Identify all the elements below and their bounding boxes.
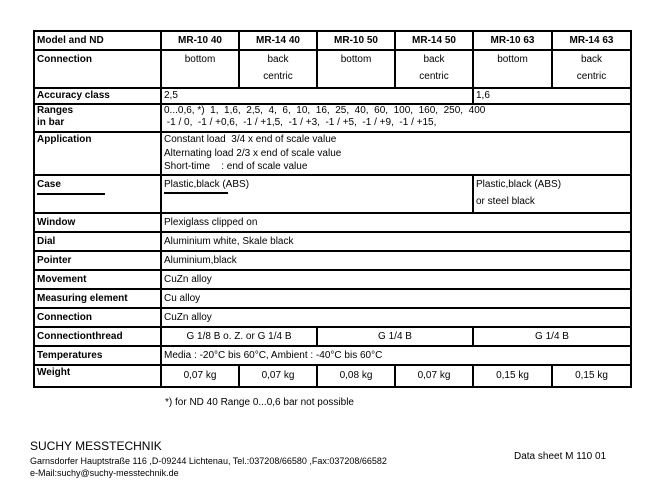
datasheet-number: Data sheet M 110 01 [514,451,607,462]
footnote: *) for ND 40 Range 0...0,6 bar not possible [165,397,354,408]
row-label: Case [34,175,161,213]
connection-row [34,50,631,88]
row-value: Cu alloy [161,289,631,308]
row-label: Dial [34,232,161,251]
model-header: MR-10 40 [161,31,239,50]
company-name: SUCHY MESSTECHNIK [30,439,162,453]
spec-row [34,251,631,270]
spec-table [33,30,632,388]
model-header: MR-10 63 [473,31,552,50]
connection-cell: bottom [473,50,552,88]
case-row [34,175,631,213]
header-label: Model and ND [34,31,161,50]
thread-value: G 1/4 B [317,327,473,346]
row-label: Accuracy class [34,88,161,104]
row-label: Movement [34,270,161,289]
spec-row [34,270,631,289]
weight-row [34,365,631,387]
company-address: Garnsdorfer Hauptstraße 116 ,D-09244 Lichtenau, Tel.:037208/66580 ,Fax:037208/66582 [30,456,387,466]
connection-cell: back centric [552,50,631,88]
temperatures-row [34,346,631,365]
connection-cell: back centric [239,50,317,88]
thread-row [34,327,631,346]
weight-value: 0,08 kg [317,365,395,387]
row-label: Connection [34,308,161,327]
row-label: Connectionthread [34,327,161,346]
weight-value: 0,15 kg [552,365,631,387]
connection-cell: back centric [395,50,473,88]
row-label: Measuring element [34,289,161,308]
row-label: Window [34,213,161,232]
connection-cell: bottom [317,50,395,88]
row-value: Plexiglass clipped on [161,213,631,232]
header-row [34,31,631,50]
model-header: MR-10 50 [317,31,395,50]
row-value: CuZn alloy [161,270,631,289]
model-header: MR-14 63 [552,31,631,50]
weight-value: 0,15 kg [473,365,552,387]
row-label: Application [34,132,161,175]
row-label: Temperatures [34,346,161,365]
row-label: Connection [34,50,161,88]
weight-value: 0,07 kg [395,365,473,387]
spec-row [34,308,631,327]
thread-value: G 1/8 B o. Z. or G 1/4 B [161,327,317,346]
row-label: Weight [34,365,161,387]
weight-value: 0,07 kg [239,365,317,387]
spec-row [34,289,631,308]
application-value: Constant load 3/4 x end of scale value Alternating load 2/3 x end of scale value Short-time : end of scale value [161,132,631,175]
company-email: e-Mail:suchy@suchy-messtechnik.de [30,468,179,478]
application-row [34,132,631,175]
connection-cell: bottom [161,50,239,88]
row-value: Aluminium white, Skale black [161,232,631,251]
row-value: CuZn alloy [161,308,631,327]
accuracy-row [34,88,631,104]
case-value: Plastic,black (ABS) or steel black [473,175,631,213]
row-label: Pointer [34,251,161,270]
ranges-value: 0...0,6, *) 1, 1,6, 2,5, 4, 6, 10, 16, 25, 40, 60, 100, 160, 250, 400 -1 / 0, -1 / +0,6, -1 / +1,5, -1 / +3, -1 / +5, -1 / +9, -1 / +15, [161,104,631,132]
thread-value: G 1/4 B [473,327,631,346]
model-header: MR-14 40 [239,31,317,50]
row-value: Aluminium,black [161,251,631,270]
temperatures-value: Media : -20°C bis 60°C, Ambient : -40°C bis 60°C [161,346,631,365]
accuracy-value: 1,6 [473,88,631,104]
row-label: Ranges in bar [34,104,161,132]
spec-row [34,232,631,251]
spec-row [34,213,631,232]
weight-value: 0,07 kg [161,365,239,387]
model-header: MR-14 50 [395,31,473,50]
case-value: Plastic,black (ABS) [161,175,473,213]
ranges-row [34,104,631,132]
accuracy-value: 2,5 [161,88,473,104]
